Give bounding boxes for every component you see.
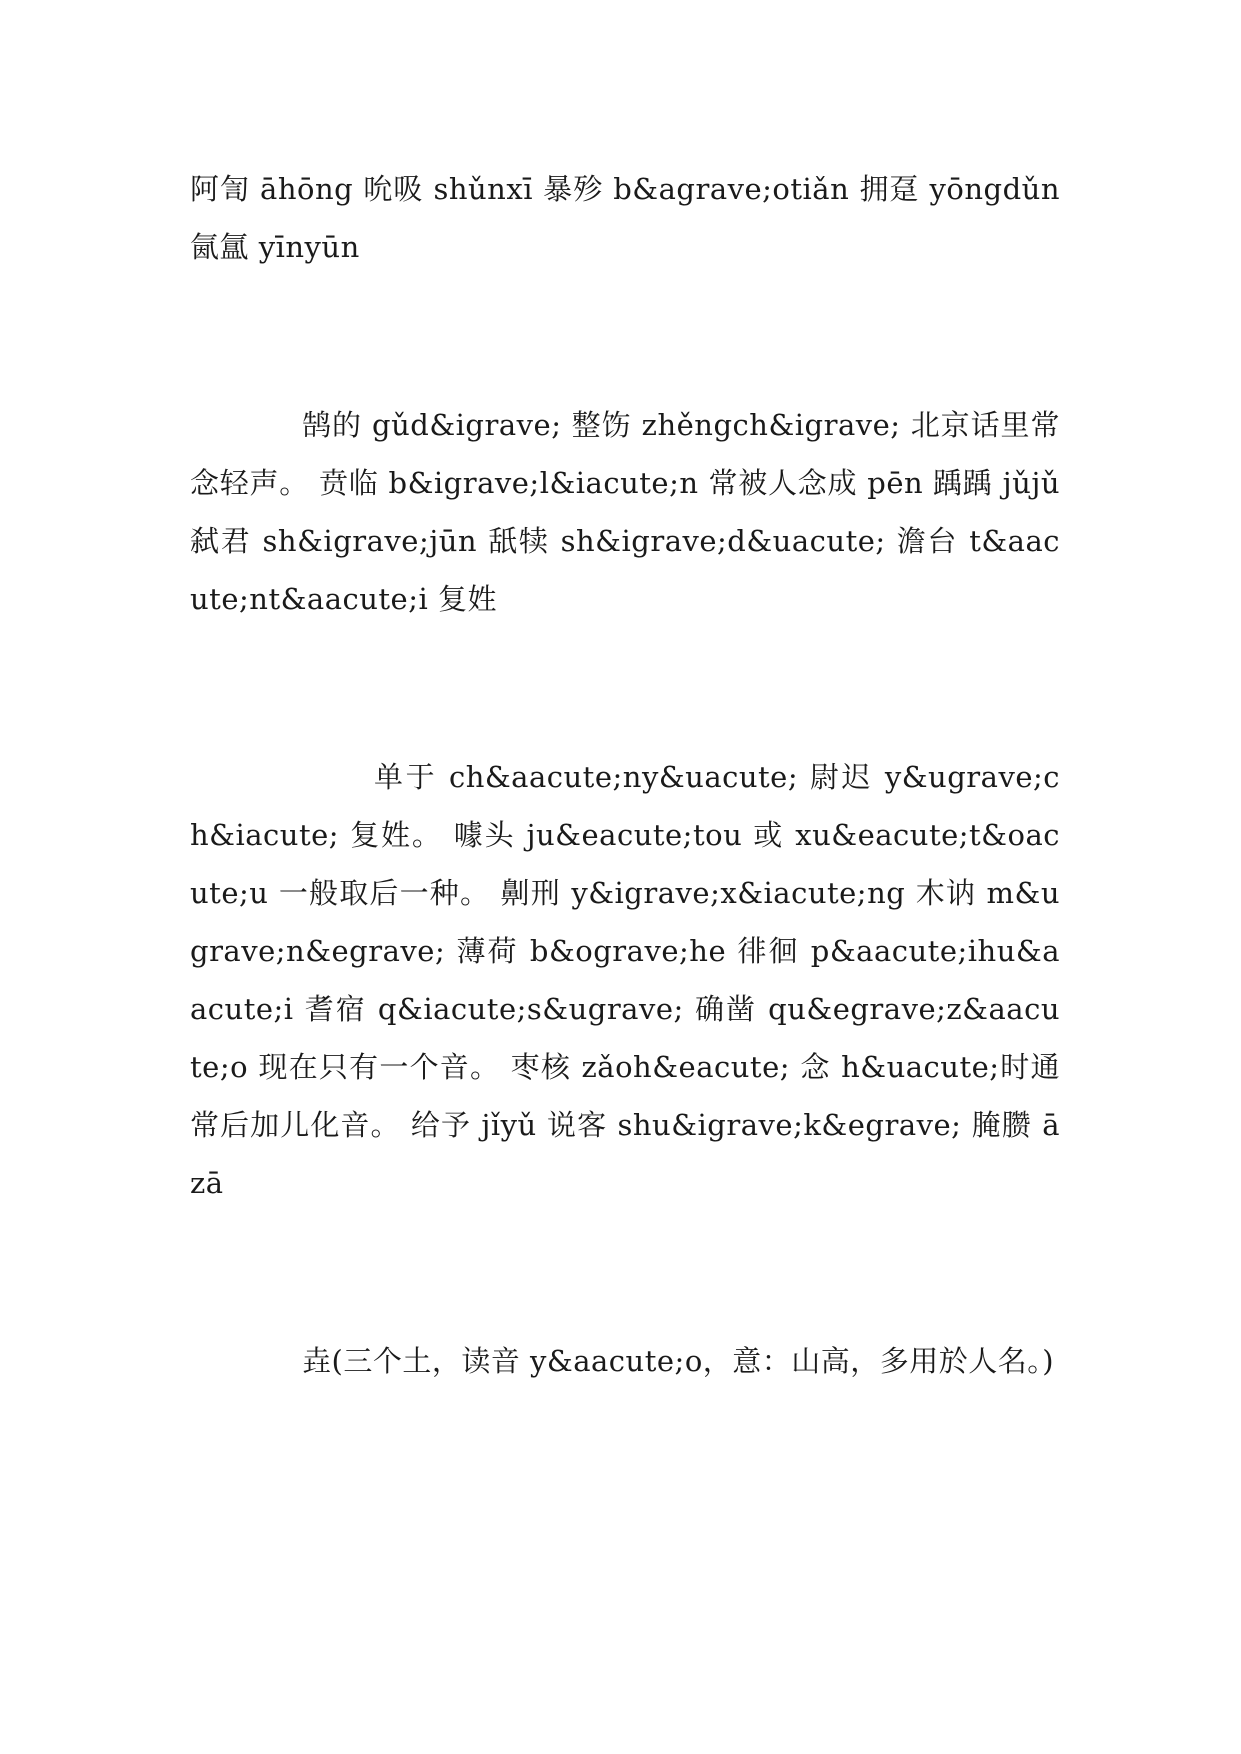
paragraph-1: 阿訇 āhōng 吮吸 shǔnxī 暴殄 b&agrave;otiǎn 拥趸 yōngdǔn 氤氲 yīnyūn: [190, 172, 1060, 264]
paragraph-2: 鹄的 gǔd&igrave; 整饬 zhěngch&igrave; 北京话里常念轻声。 贲临 b&igrave;l&iacute;n 常被人念成 pēn 踽踽 jǔjǔ 弑君 sh&igrave;jūn 舐犊 sh&igrave;d&uacute; 澹台 t&aacute;nt&aacute;i 复姓: [190, 408, 1060, 616]
document-page: [190, 160, 1060, 1390]
paragraph-3: 单于 ch&aacute;ny&uacute; 尉迟 y&ugrave;ch&iacute; 复姓。 噱头 ju&eacute;tou 或 xu&eacute;t&oacute;u 一般取后一种。 劓刑 y&igrave;x&iacute;ng 木讷 m&ugrave;n&egrave; 薄荷 b&ograve;he 徘徊 p&aacute;ihu&aacute;i 耆宿 q&iacute;s&ugrave; 确凿 qu&egrave;z&aacute;o 现在只有一个音。 枣核 zǎoh&eacute; 念 h&uacute;时通常后加儿化音。 给予 jǐyǔ 说客 shu&igrave;k&egrave; 腌臜 āzā: [190, 760, 1060, 1200]
paragraph-4: 垚(三个土，读音 y&aacute;o，意：山高，多用於人名。): [302, 1344, 1055, 1378]
